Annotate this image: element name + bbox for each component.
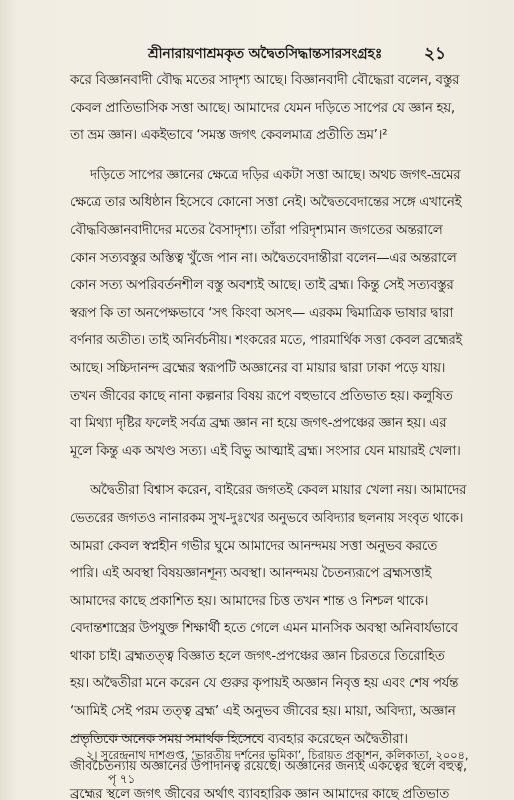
text-line: আছে। সচ্চিদানন্দ ব্রহ্মের স্বরূপটি অজ্ঞানের বা মায়ার দ্বারা ঢাকা পড়ে যায়। xyxy=(70,360,446,376)
text-line: জীবচৈতন্যায় অজ্ঞানের উপাদানত্ব রয়েছে। অজ্ঞানের জন্যই একত্বের স্থলে বহুত্ব, xyxy=(70,759,467,775)
body-text xyxy=(70,67,470,800)
text-line: বৌদ্ধবিজ্ঞানবাদীদের মতের বৈসাদৃশ্য। তাঁরা পরিদৃশ্যমান জগতের অন্তরালে xyxy=(70,222,443,238)
text-line: ব্রহ্মের স্থলে জগৎ জীবের অর্থাৎ ব্যাবহারিক জ্ঞান আমাদের কাছে প্রতিভাত xyxy=(70,786,450,800)
footnote-divider xyxy=(71,736,261,737)
text-line: অদ্বৈতীরা বিশ্বাস করেন, বাইরের জগতই কেবল মায়ার খেলা নয়। আমাদের xyxy=(90,483,467,499)
text-line: ভেতরের জগতও নানারকম সুখ-দুঃখের অনুভবে অবিদ্যার ছলনায় সংবৃত থাকে। xyxy=(70,510,464,526)
text-line: কোন সত্যবস্তুর অস্তিত্ব খুঁজে পান না। অদ্বৈতবেদান্তীরা বলেন—এর অন্তরালে xyxy=(70,250,457,266)
text-line: দড়িতে সাপের জ্ঞানের ক্ষেত্রে দড়ির একটা সত্তা আছে। অথচ জগৎ-ভ্রমের xyxy=(90,167,461,183)
text-line: আমরা কেবল স্বপ্নহীন গভীর ঘুমে আমাদের আনন্দময় সত্তা অনুভব করতে xyxy=(70,538,437,554)
text-line: করে বিজ্ঞানবাদী বৌদ্ধ মতের সাদৃশ্য আছে। বিজ্ঞানবাদী বৌদ্ধেরা বলেন, বস্তুর xyxy=(70,73,460,88)
text-line: প্রভৃতিকে অনেক সময় সমার্থক হিসেবে ব্যবহার করেছেন অদ্বৈতীরা। xyxy=(70,731,408,747)
text-line: কোন সত্য অপরিবর্তনশীল বস্তু অবশ্যই আছে। তাই ব্রহ্ম। কিন্তু সেই সত্যবস্তুর xyxy=(70,278,454,294)
text-line: পারি। এই অবস্থা বিষয়জ্ঞানশূন্য অবস্থা। আনন্দময় চৈতন্যরূপে ব্রহ্মসত্তাই xyxy=(70,566,432,582)
text-line: হয়। অদ্বৈতীরা মনে করেন যে গুরুর কৃপায়ই অজ্ঞান নিবৃত্ত হয় এবং শেষ পর্যন্ত xyxy=(70,676,459,692)
paragraph-2 xyxy=(70,162,470,466)
text-line: তা ভ্রম জ্ঞান। একইভাবে ‘সমস্ত জগৎ কেবলমাত্র প্রতীতি ভ্রম’।² xyxy=(70,128,388,144)
text-line: স্বরূপ কি তা অনপেক্ষভাবে ‘সৎ কিংবা অসৎ— এরকম দ্বিমাত্রিক ভাষার দ্বারা xyxy=(70,305,454,321)
paragraph-1 xyxy=(70,67,470,150)
page-header xyxy=(0,40,514,66)
running-title: শ্রীনারায়ণাশ্রমকৃত অদ্বৈতসিদ্ধান্তসারসংগ্রহঃ xyxy=(148,46,383,62)
text-line: কেবল প্রাতিভাসিক সত্তা আছে। আমাদের যেমন দড়িতে সাপের যে জ্ঞান হয়, xyxy=(70,100,455,116)
text-line: ক্ষেত্রে তার অধিষ্ঠান হিসেবে কোনো সত্তা নেই। অদ্বৈতবেদান্তের সঙ্গে এখানেই xyxy=(70,195,462,211)
text-line: বা মিথ্যা দৃষ্টির ফলেই সর্বত্র ব্রহ্ম জ্ঞান না হয়ে জগৎ-প্রপঞ্চের জ্ঞান হয়। এর xyxy=(70,416,447,432)
text-line: তখন জীবের কাছে নানা কল্পনার বিষয় রূপে বহুভাবে প্রতিভাত হয়। কলুষিত xyxy=(70,388,453,404)
text-line: ‘আমিই সেই পরম তত্ত্ব ব্রহ্ম’ এই অনুভব জীবের হয়। মায়া, অবিদ্যা, অজ্ঞান xyxy=(70,704,456,720)
text-line: থাকা চাই। ব্রহ্মতত্ত্ব বিজ্ঞাত হলে জগৎ-প্রপঞ্চের জ্ঞান চিরতরে তিরোহিত xyxy=(70,648,445,664)
page-number: ২১ xyxy=(424,44,447,64)
footnote-line: ২। সুরেন্দ্রনাথ দাশগুপ্ত, ‘ভারতীয় দর্শনের ভূমিকা’, চিরায়ত প্রকাশন, কলিকাতা, ২০০৪, xyxy=(86,748,469,762)
text-line: আমাদের কাছে প্রকাশিত হয়। আমাদের চিত্ত তখন শান্ত ও নিশ্চল থাকে। xyxy=(70,593,429,609)
text-line: বেদান্তশাস্ত্রের উপযুক্ত শিক্ষার্থী হতে গেলে এমন মানসিক অবস্থা অনিবার্যভাবে xyxy=(70,621,458,637)
footnote xyxy=(86,743,476,791)
text-line: মূলে কিন্তু এক অখণ্ড সত্য। এই বিভু আত্মাই ব্রহ্ম। সংসার যেন মায়ারই খেলা। xyxy=(70,443,461,459)
text-line: বর্ণনার অতীত। তাই অনির্বচনীয়। শংকরের মতে, পারমার্থিক সত্তা কেবল ব্রহ্মেরই xyxy=(70,333,463,349)
footnote-page-ref: পৃ ৭১ xyxy=(108,772,136,786)
